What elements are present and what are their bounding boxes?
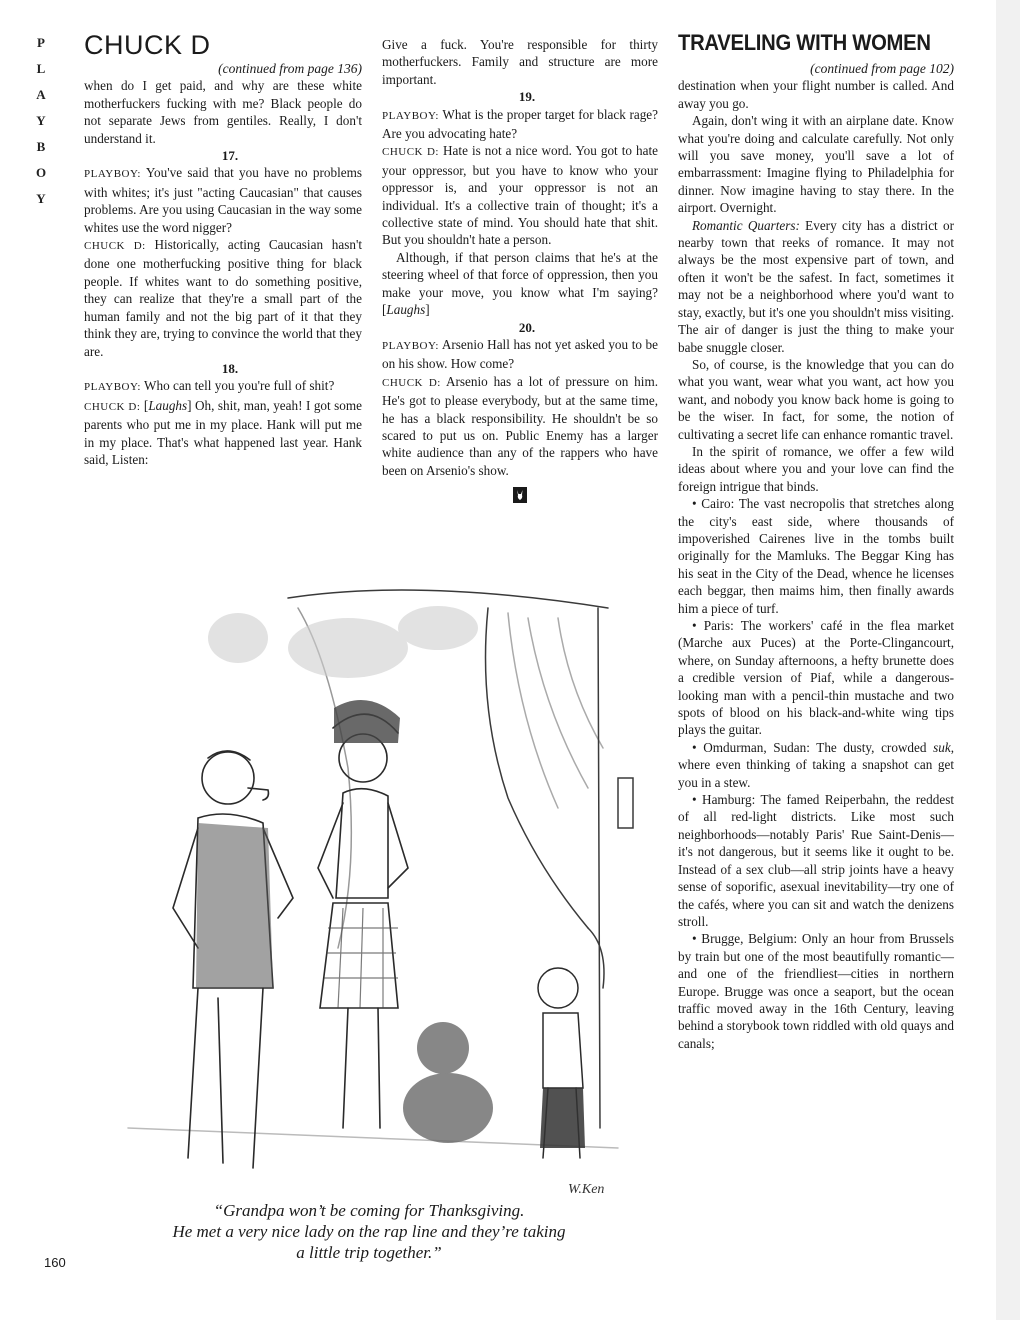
list-item: • Omdurman, Sudan: The dusty, crowded suk, where even thinking of taking a snapshot can get you in a stew. (678, 739, 954, 790)
list-item: • Brugge, Belgium: Only an hour from Brussels by train but one of the most beautifully romantic—and one of the friendliest—cities in northern Europe. Brugge was once a seaport, but the ocean traffic moved away in the 16th Century, leaving behind a storybook town riddled with old quays and canals; (678, 931, 954, 1051)
cartoon-caption: “Grandpa won’t be coming for Thanksgiving. He met a very nice lady on the rap line and they’re taking a little trip together.” (172, 1201, 566, 1262)
paragraph: Romantic Quarters: Every city has a district or nearby town that reeks of romance. It may not always be the most expensive part of town, and often it won't be the safest. In fact, sometimes it may not be a neighborhood where you'd want to stay, exactly, but it's one you shouldn't miss visiting. The air of danger is just the thing to make your babe snuggle closer. (678, 217, 955, 355)
playboy-bunny-icon (513, 487, 527, 503)
paragraph: Although, if that person claims that he's at the steering wheel of that force of oppression, then you make your move, you know what I'm saying? [Laughs] (382, 249, 658, 318)
traveling-title: TRAVELING WITH WOMEN (678, 30, 931, 55)
question-number: 17. (221, 148, 239, 164)
artist-signature: W.Ken (568, 1182, 605, 1197)
paragraph: So, of course, is the knowledge that you can do what you want, wear what you want, act how you want, and nobody you know back home is going to be the wiser. In fact, for some, the notion of cultivating a secret life can enhance romantic travel. (678, 356, 954, 442)
answer: CHUCK D: [Laughs] Oh, shit, man, yeah! I got some parents who put me in my place. Hank will put me in my place. That's what happened last year. Hank said, Listen: (84, 397, 362, 467)
chuck-d-title: CHUCK D (84, 30, 211, 60)
answer: CHUCK D: Arsenio has a lot of pressure on him. He's got to please everybody, but at the same time, he has a black responsibility. He shouldn't be so scared to put us on. Public Enemy has a larger white audience than any of the rappers who have been on Arsenio's show. (382, 373, 658, 478)
answer: CHUCK D: Historically, acting Caucasian hasn't done one motherfucking positive thing for black people. If whites want to do something positive, they can realize that they're a small part of the human family and not the big part of it that they think they are, trying to convince the world that they are. (84, 237, 362, 359)
question: PLAYBOY: Arsenio Hall has not yet asked you to be on his show. How come? (382, 336, 658, 372)
paragraph: destination when your flight number is called. And away you go. (678, 78, 954, 111)
question-number: 20. (518, 319, 536, 335)
question-number: 18. (221, 360, 239, 376)
paragraph: Again, don't wing it with an airplane date. Know what you're doing and calculate carefully. Not only will you save money, you'll save a lot of embarrassment: Imagine flying to Philadelphia for dinner. Now imagine having to stay there. In the airport. Overnight. (678, 113, 954, 216)
page-edge (996, 0, 1020, 1320)
middle-column (382, 36, 658, 503)
side-label: P L A Y B O Y (35, 35, 47, 206)
cartoon-illustration (88, 568, 648, 1208)
paragraph: In the spirit of romance, we offer a few wild ideas about where you and your love can find the foreign intrigue that binds. (678, 443, 954, 494)
continued-note: (continued from page 102) (810, 61, 954, 76)
page-number: 160 (44, 1255, 66, 1270)
left-column (84, 60, 362, 468)
list-item: • Hamburg: The famed Reiperbahn, the reddest of all red-light districts. Like most such neighborhoods—notably Paris' Rue Saint-Denis—it's not dangerous, but it seems like it ought to be. Instead of a sex club—all strip joints have a heavy sense of soporific, asexual inevitability—try one of the cafés, where you can sit and watch the denizens stroll. (678, 792, 954, 929)
right-column (678, 60, 954, 1052)
continued-note: (continued from page 136) (218, 61, 362, 76)
paragraph: when do I get paid, and why are these white motherfuckers fucking with me? Black people do not separate Jews from gentiles. Really, I don't understand it. (84, 78, 362, 146)
question: PLAYBOY: Who can tell you you're full of shit? (84, 378, 335, 394)
question-number: 19. (518, 89, 536, 105)
question: PLAYBOY: What is the proper target for black rage? Are you advocating hate? (382, 106, 658, 142)
answer: CHUCK D: Hate is not a nice word. You got to hate your oppressor, but you have to know who your oppressor is, and your oppressor is not an individual. It's a collective train of thought; it's a collective state of mind. You should hate that shit. But you shouldn't hate a person. (382, 143, 659, 248)
paragraph: Give a fuck. You're responsible for thirty motherfuckers. Family and structure are more important. (382, 37, 658, 87)
list-item: • Cairo: The vast necropolis that stretches along the city's east side, where thousands of impoverished Cairenes live in the tombs built originally for the Mamluks. The Beggar King has his seat in the City of the Dead, whence he licenses each beggar, then maims him, then finally awards him a piece of turf. (678, 496, 954, 616)
question: PLAYBOY: You've said that you have no problems with whites; it's just "acting Caucasian" that causes problems. Are you using Caucasian in the way some whites use the word nigger? (84, 165, 362, 235)
list-item: • Paris: The workers' café in the flea market (Marche aux Puces) at the Porte-Clingancourt, where, on Sunday afternoons, a hefty brunette does a credible version of Piaf, while a dangerous-looking man with a pencil-thin mustache and two spots of blood on his black-and-white wing tips plays the guitar. (678, 618, 954, 738)
